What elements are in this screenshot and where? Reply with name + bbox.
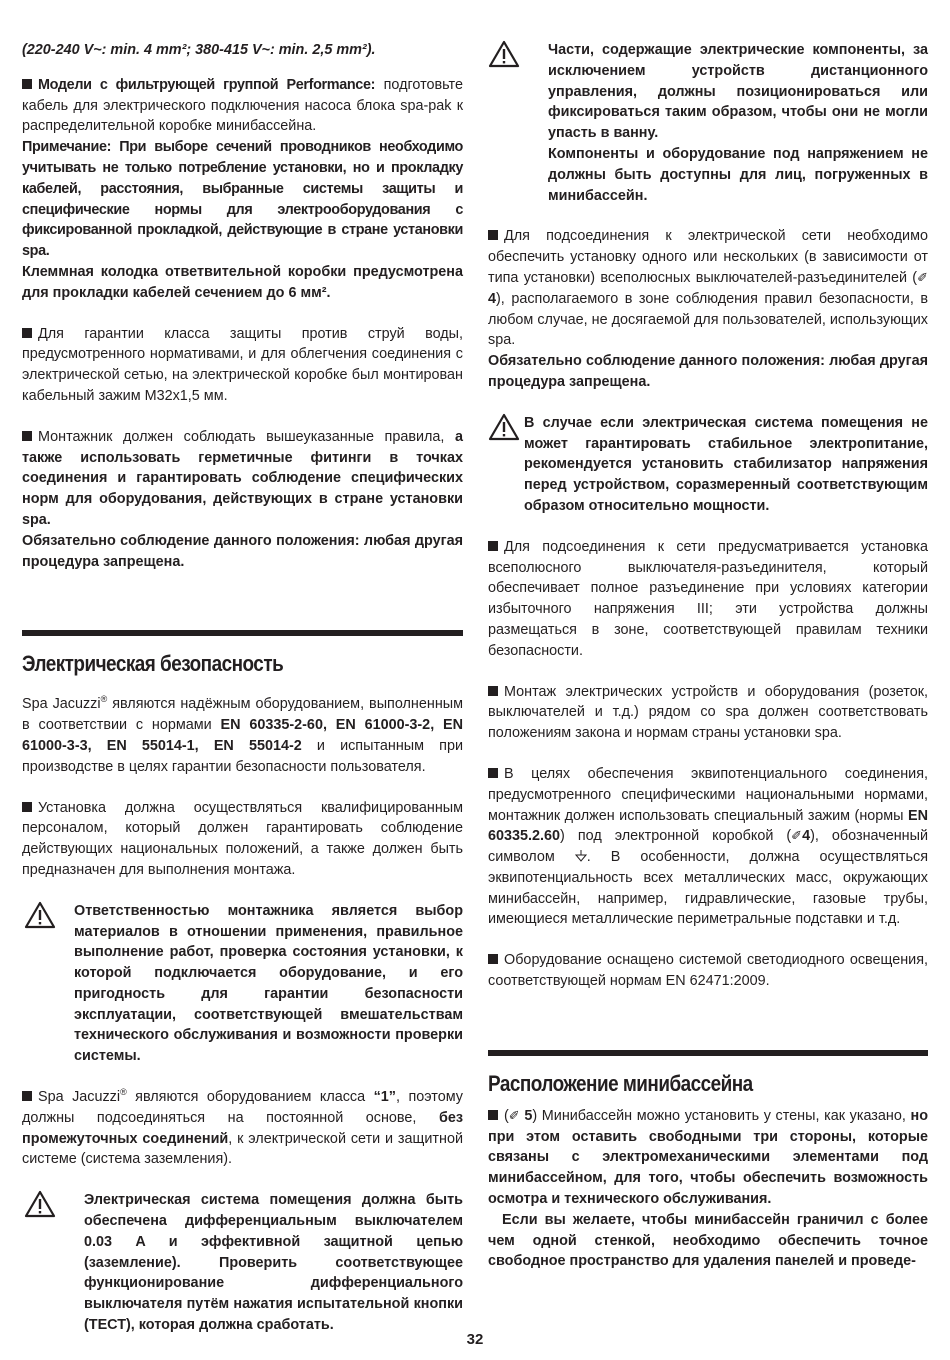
warning-triangle-icon xyxy=(24,901,74,1067)
warning-block-stabilizer xyxy=(488,413,928,517)
warning-text: В случае если электрическая система помещения не может гарантировать стабильное электропитание, рекомендуется установить стабилизатор напряжения перед устройством, соразмеренный соответствующим образом относительно мощности. xyxy=(524,414,928,514)
pencil-reference-icon: ✐ xyxy=(508,1107,520,1123)
bullet-square xyxy=(22,431,32,441)
cable-section-note: (220-240 V~: min. 4 mm²; 380-415 V~: min. 2,5 mm²). xyxy=(22,42,376,58)
class-one-paragraph: Spa Jacuzzi® являются оборудованием класса “1”, поэтому должны подсоединяться на постоянной основе, без промежуточных соединений, к электрической сети и защитной системе (система заземления). xyxy=(22,1087,463,1168)
bullet-square xyxy=(22,79,32,89)
warning-triangle-icon xyxy=(24,1190,84,1336)
qualified-personnel-paragraph: Установка должна осуществляться квалифицированным персоналом, который должен гарантировать соблюдение действующих национальных положений, а также должен быть предназначен для выполнения монтажа. xyxy=(22,799,463,878)
warning-block-differential xyxy=(22,1190,463,1336)
mandatory-note: Обязательно соблюдение данного положения: любая другая процедура запрещена. xyxy=(488,353,928,390)
section-title-spa-location: Расположение минибассейна xyxy=(488,1070,753,1096)
warning-triangle-icon xyxy=(488,40,548,206)
bullet-square xyxy=(22,1091,32,1101)
placement-paragraph: (✐ 5) Минибассейн можно установить у стены, как указано, но при этом оставить свободными три стороны, которые связаны с электромеханическими элементами под минибассейном, для того, чтобы обеспечить возможность осмотра и технического обслуживания. xyxy=(488,1107,928,1208)
safety-intro-paragraph: Spa Jacuzzi® являются надёжным оборудованием, выполненным в соответствии с нормами EN 60335-2-60, EN 61000-3-2, EN 61000-3-3, EN 55014-1, EN 55014-2 и испытанным при производстве в целях гарантии безопасности пользователя. xyxy=(22,694,464,775)
bullet-square xyxy=(488,1110,498,1120)
terminal-note: Клеммная колодка ответвительной коробки предусмотрена для прокладки кабелей сечением до 6 мм². xyxy=(22,263,463,301)
equipotential-paragraph: В целях обеспечения эквипотенциального соединения, предусмотренного специфическими национальными нормами, монтажник должен использовать специальный зажим (нормы EN 60335.2.60) под электронной коробкой (✐4), обозначенный символом . В особенности, должна осуществляться эквипотенциальность всех металлических масс, окружающих минибассейн, например, гидравлические, газовые трубы, имеющиеся металлические периметральные подставки и т.д. xyxy=(488,765,928,928)
performance-paragraph: Модели с фильтрующей группой Performance: подготовьте кабель для электрического подключения насоса блока spa-pak к распределительной коробке минибассейна. xyxy=(22,76,463,135)
bullet-square xyxy=(488,541,498,551)
warning-triangle-icon xyxy=(488,413,524,517)
cable-clamp-paragraph: Для гарантии класса защиты против струй воды, предусмотренного нормативами, и для облегчения соединения с электрической сетью, на электрической коробке был монтирован кабельный зажим M32x1,5 мм. xyxy=(22,325,463,404)
pencil-reference-icon: ✐ xyxy=(917,269,928,285)
bullet-square xyxy=(22,328,32,338)
devices-paragraph: Монтаж электрических устройств и оборудования (розеток, выключателей и т.д.) рядом со spa должен соответствовать положениям закона и нормам страны установки spa. xyxy=(488,683,928,742)
bullet-square xyxy=(488,954,498,964)
warning-block-components xyxy=(488,40,928,206)
section-rule xyxy=(22,630,463,636)
warning-text: Электрическая система помещения должна быть обеспечена дифференциальным выключателем 0.03 A и эффективной защитной цепью (заземление). Проверить соответствующее функционирование дифференциального выключателя путём нажатия испытательной кнопки (ТЕСТ), которая должна сработать. xyxy=(84,1192,463,1334)
multi-wall-paragraph: Если вы желаете, чтобы минибассейн граничил с более чем одной стенкой, необходимо обеспечить точное свободное пространство для удаления панелей и проведе- xyxy=(488,1211,928,1270)
installer-rules-paragraph: Монтажник должен соблюдать вышеуказанные правила, а также использовать герметичные фитинги в точках соединения и гарантировать соблюдение специфических норм для оборудования, действующих в стране установки spa. xyxy=(22,428,463,528)
left-column xyxy=(22,40,463,1336)
warning-text: Ответственностью монтажника является выбор материалов в отношении применения, правильное выполнение работ, проверка состояния установки, к которой подключается оборудование, и его пригодность для гарантии безопасности эксплуатации, соответствующей вмешательствам технического обслуживания и возможности проверки системы. xyxy=(74,902,463,1065)
section-title-electrical-safety: Электрическая безопасность xyxy=(22,651,284,677)
led-paragraph: Оборудование оснащено системой светодиодного освещения, соответствующей нормам EN 62471:2009. xyxy=(488,952,928,990)
pencil-reference-icon: ✐ xyxy=(791,828,803,844)
bullet-square xyxy=(488,230,498,240)
disconnector-paragraph: Для подсоединения к электрической сети необходимо обеспечить установку одного или нескольких (в зависимости от типа установки) всеполюсных выключателей-разъединителей (✐ 4), располагаемого в зоне соблюдения правил безопасности, в любом случае, не досягаемой для пользователей, использующих spa. xyxy=(488,228,928,349)
note-paragraph: Примечание: При выборе сечений проводников необходимо учитывать не только потребление установки, но и прокладку кабелей, расстояния, выбранные системы защиты и специфические нормы для электрооборудования с фиксированной прокладкой, действующие в стране установки spa. xyxy=(22,139,463,260)
page-number: 32 xyxy=(466,1331,484,1348)
bullet-square xyxy=(488,686,498,696)
right-column xyxy=(488,40,928,1272)
bullet-square xyxy=(488,768,498,778)
mandatory-note: Обязательно соблюдение данного положения: любая другая процедура запрещена. xyxy=(22,532,463,570)
warning-text: Части, содержащие электрические компоненты, за исключением устройств дистанционного управления, должны позиционироваться или фиксироваться таким образом, чтобы они не могли упасть в ванну. Компоненты и оборудование под напряжением не должны быть доступны для лиц, погруженных в минибассейн. xyxy=(548,42,928,204)
omnipolar-paragraph: Для подсоединения к сети предусматривается установка всеполюсного выключателя-разъединителя, который обеспечивает полное разъединение при условиях категории избыточного напряжения III; эти устройства должны размещаться в зоне, соответствующей правилам техники безопасности. xyxy=(488,538,928,659)
warning-block-installer xyxy=(22,901,463,1067)
equipotential-symbol-icon xyxy=(575,849,587,865)
bullet-square xyxy=(22,802,32,812)
section-rule xyxy=(488,1050,928,1056)
